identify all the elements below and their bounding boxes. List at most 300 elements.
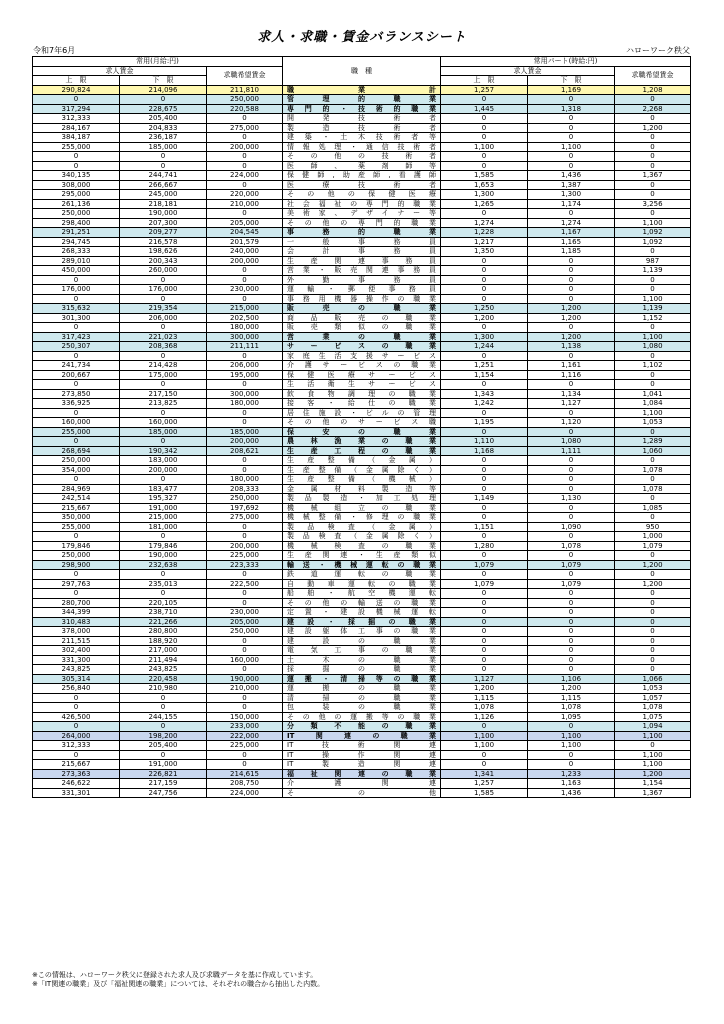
part-upper-cell: 0: [441, 475, 528, 485]
occupation-cell: 生産整備（金属除く）: [283, 465, 441, 475]
regular-lower-cell: 181,000: [120, 522, 207, 532]
part-upper-cell: 0: [441, 627, 528, 637]
regular-upper-cell: 250,000: [33, 209, 120, 219]
regular-seek-cell: 230,000: [207, 285, 283, 295]
part-lower-cell: 0: [528, 532, 615, 542]
part-seek-cell: 0: [615, 655, 691, 665]
regular-seek-cell: 200,000: [207, 256, 283, 266]
part-lower-cell: 1,127: [528, 399, 615, 409]
part-lower-header: 下 限: [528, 76, 615, 86]
part-upper-cell: 0: [441, 655, 528, 665]
regular-lower-cell: 244,741: [120, 171, 207, 181]
regular-lower-cell: 191,000: [120, 503, 207, 513]
part-seek-cell: 1,084: [615, 399, 691, 409]
regular-upper-cell: 273,850: [33, 389, 120, 399]
part-seek-cell: 0: [615, 427, 691, 437]
table-row: [33, 237, 691, 247]
occupation-cell: 商品販売の職業: [283, 313, 441, 323]
part-seek-cell: 1,200: [615, 769, 691, 779]
occupation-cell: 営業の職業: [283, 332, 441, 342]
part-lower-cell: 0: [528, 513, 615, 523]
table-row: [33, 104, 691, 114]
table-row: [33, 199, 691, 209]
part-upper-cell: 0: [441, 161, 528, 171]
regular-upper-cell: 0: [33, 161, 120, 171]
regular-upper-cell: 0: [33, 323, 120, 333]
regular-upper-cell: 317,294: [33, 104, 120, 114]
part-lower-cell: 1,130: [528, 494, 615, 504]
part-upper-cell: 0: [441, 209, 528, 219]
office-name: ハローワーク秩父: [626, 46, 690, 55]
regular-header: 常用(月給:円): [33, 57, 283, 67]
part-seek-cell: 0: [615, 456, 691, 466]
regular-upper-cell: 241,734: [33, 361, 120, 371]
part-lower-cell: 0: [528, 294, 615, 304]
part-seek-cell: 0: [615, 627, 691, 637]
part-upper-cell: 0: [441, 513, 528, 523]
regular-upper-cell: 308,000: [33, 180, 120, 190]
part-seek-cell: 1,152: [615, 313, 691, 323]
regular-seek-cell: 250,000: [207, 95, 283, 105]
regular-seek-wage-header: 求職希望賃金: [207, 66, 283, 85]
part-seek-cell: 1,367: [615, 788, 691, 798]
regular-upper-cell: 255,000: [33, 427, 120, 437]
regular-seek-cell: 180,000: [207, 323, 283, 333]
regular-seek-cell: 208,750: [207, 779, 283, 789]
occupation-cell: 運搬の職業: [283, 684, 441, 694]
part-lower-cell: 0: [528, 161, 615, 171]
regular-lower-cell: 208,368: [120, 342, 207, 352]
part-seek-cell: 1,080: [615, 342, 691, 352]
part-seek-cell: 950: [615, 522, 691, 532]
table-row: [33, 589, 691, 599]
occupation-cell: その他の保健医療: [283, 190, 441, 200]
occupation-cell: IT技術関連: [283, 741, 441, 751]
regular-seek-cell: 214,615: [207, 769, 283, 779]
part-lower-cell: 1,079: [528, 560, 615, 570]
part-upper-cell: 0: [441, 408, 528, 418]
occupation-cell: 医師、薬剤師等: [283, 161, 441, 171]
regular-lower-cell: 0: [120, 408, 207, 418]
part-seek-cell: 1,075: [615, 712, 691, 722]
table-row: [33, 712, 691, 722]
table-row: [33, 741, 691, 751]
regular-seek-cell: 224,000: [207, 788, 283, 798]
regular-lower-cell: 0: [120, 437, 207, 447]
part-lower-cell: 1,138: [528, 342, 615, 352]
regular-upper-cell: 344,399: [33, 608, 120, 618]
table-row: [33, 114, 691, 124]
table-row: [33, 437, 691, 447]
regular-lower-cell: 243,825: [120, 665, 207, 675]
regular-seek-cell: 230,000: [207, 608, 283, 618]
regular-seek-cell: 0: [207, 589, 283, 599]
part-seek-cell: 1,060: [615, 446, 691, 456]
part-upper-cell: 1,078: [441, 703, 528, 713]
regular-seek-cell: 206,000: [207, 361, 283, 371]
regular-upper-cell: 315,632: [33, 304, 120, 314]
table-row: [33, 275, 691, 285]
regular-upper-cell: 242,514: [33, 494, 120, 504]
part-lower-cell: 0: [528, 209, 615, 219]
occupation-cell: 金属材料製造等: [283, 484, 441, 494]
occupation-cell: 事務的職業: [283, 228, 441, 238]
regular-seek-cell: 185,000: [207, 427, 283, 437]
part-lower-cell: 1,300: [528, 190, 615, 200]
part-upper-cell: 0: [441, 760, 528, 770]
part-lower-cell: 1,274: [528, 218, 615, 228]
regular-seek-cell: 233,000: [207, 722, 283, 732]
regular-upper-cell: 0: [33, 703, 120, 713]
table-row: [33, 294, 691, 304]
part-offer-wage-header: 求人賃金: [441, 66, 615, 76]
table-row: [33, 693, 691, 703]
occupation-cell: 分類不能の職業: [283, 722, 441, 732]
regular-lower-cell: 0: [120, 323, 207, 333]
regular-upper-cell: 280,700: [33, 598, 120, 608]
table-row: [33, 513, 691, 523]
occupation-cell: 建設・採掘の職業: [283, 617, 441, 627]
table-row: [33, 133, 691, 143]
report-date: 令和7年6月: [33, 46, 76, 55]
part-upper-cell: 1,100: [441, 741, 528, 751]
regular-lower-cell: 0: [120, 351, 207, 361]
regular-seek-cell: 0: [207, 266, 283, 276]
part-upper-cell: 0: [441, 532, 528, 542]
occupation-cell: 一般事務員: [283, 237, 441, 247]
occupation-cell: 事務用機器操作の職業: [283, 294, 441, 304]
regular-lower-cell: 0: [120, 693, 207, 703]
occupation-cell: その他の技術者: [283, 152, 441, 162]
table-row: [33, 465, 691, 475]
table-row: [33, 731, 691, 741]
page-title: 求人・求職・賃金バランスシート: [257, 30, 467, 45]
part-upper-cell: 1,100: [441, 142, 528, 152]
table-body: [33, 85, 691, 798]
occupation-cell: 接客・給仕の職業: [283, 399, 441, 409]
part-upper-cell: 1,149: [441, 494, 528, 504]
part-upper-cell: 1,300: [441, 190, 528, 200]
occupation-cell: 自動車運転の職業: [283, 579, 441, 589]
part-seek-cell: 1,100: [615, 332, 691, 342]
regular-seek-cell: 160,000: [207, 655, 283, 665]
regular-lower-cell: 209,277: [120, 228, 207, 238]
regular-seek-cell: 0: [207, 646, 283, 656]
regular-upper-cell: 426,500: [33, 712, 120, 722]
regular-upper-cell: 0: [33, 275, 120, 285]
regular-lower-cell: 217,150: [120, 389, 207, 399]
part-lower-cell: 1,100: [528, 741, 615, 751]
part-upper-cell: 1,350: [441, 247, 528, 257]
part-header: 常用パート(時給:円): [441, 57, 691, 67]
part-seek-cell: 0: [615, 741, 691, 751]
regular-lower-cell: 247,756: [120, 788, 207, 798]
regular-lower-cell: 216,578: [120, 237, 207, 247]
regular-upper-cell: 0: [33, 475, 120, 485]
regular-lower-cell: 0: [120, 570, 207, 580]
part-upper-cell: 1,115: [441, 693, 528, 703]
occupation-cell: 製品検査（金属）: [283, 522, 441, 532]
regular-seek-cell: 210,000: [207, 199, 283, 209]
part-lower-cell: 1,163: [528, 779, 615, 789]
occupation-cell: 船舶・航空機運転: [283, 589, 441, 599]
part-lower-cell: 0: [528, 636, 615, 646]
regular-upper-cell: 0: [33, 380, 120, 390]
regular-upper-cell: 261,136: [33, 199, 120, 209]
part-lower-cell: 1,185: [528, 247, 615, 257]
part-upper-cell: 0: [441, 275, 528, 285]
occupation-cell: 家庭生活支援サービス: [283, 351, 441, 361]
regular-upper-cell: 250,000: [33, 551, 120, 561]
part-upper-cell: 0: [441, 456, 528, 466]
regular-seek-cell: 220,588: [207, 104, 283, 114]
part-lower-cell: 0: [528, 627, 615, 637]
occupation-cell: 保健医療サービス: [283, 370, 441, 380]
regular-upper-cell: 384,187: [33, 133, 120, 143]
regular-lower-cell: 205,400: [120, 741, 207, 751]
part-upper-cell: 1,228: [441, 228, 528, 238]
part-seek-cell: 0: [615, 133, 691, 143]
part-upper-cell: 1,445: [441, 104, 528, 114]
regular-lower-cell: 0: [120, 722, 207, 732]
part-seek-cell: 1,100: [615, 750, 691, 760]
part-seek-cell: 0: [615, 380, 691, 390]
regular-upper-cell: 256,840: [33, 684, 120, 694]
regular-upper-cell: 290,824: [33, 85, 120, 95]
part-seek-cell: 0: [615, 285, 691, 295]
table-row: [33, 484, 691, 494]
regular-upper-cell: 302,400: [33, 646, 120, 656]
table-row: [33, 142, 691, 152]
regular-upper-cell: 0: [33, 722, 120, 732]
occupation-cell: 福祉関連の職業: [283, 769, 441, 779]
regular-offer-wage-header: 求人賃金: [33, 66, 207, 76]
part-seek-cell: 0: [615, 152, 691, 162]
regular-upper-cell: 340,135: [33, 171, 120, 181]
table-row: [33, 190, 691, 200]
occupation-cell: 美術家、デザイナー等: [283, 209, 441, 219]
part-lower-cell: 0: [528, 323, 615, 333]
regular-upper-cell: 179,846: [33, 541, 120, 551]
regular-seek-cell: 0: [207, 636, 283, 646]
part-upper-cell: 1,244: [441, 342, 528, 352]
part-lower-cell: 0: [528, 285, 615, 295]
part-lower-cell: 0: [528, 123, 615, 133]
part-upper-cell: 0: [441, 294, 528, 304]
occupation-cell: 鉄道運転の職業: [283, 570, 441, 580]
regular-seek-cell: 211,111: [207, 342, 283, 352]
regular-upper-cell: 0: [33, 351, 120, 361]
regular-seek-cell: 0: [207, 703, 283, 713]
regular-upper-cell: 268,333: [33, 247, 120, 257]
part-lower-cell: 1,318: [528, 104, 615, 114]
regular-upper-cell: 312,333: [33, 114, 120, 124]
regular-upper-cell: 317,423: [33, 332, 120, 342]
regular-seek-cell: 300,000: [207, 389, 283, 399]
part-upper-cell: 1,242: [441, 399, 528, 409]
occupation-cell: 生産整備（金属）: [283, 456, 441, 466]
regular-seek-cell: 240,000: [207, 247, 283, 257]
regular-lower-cell: 0: [120, 95, 207, 105]
part-upper-cell: 1,154: [441, 370, 528, 380]
table-row: [33, 313, 691, 323]
part-upper-cell: 0: [441, 465, 528, 475]
part-upper-cell: 1,151: [441, 522, 528, 532]
table-row: [33, 674, 691, 684]
regular-lower-cell: 205,400: [120, 114, 207, 124]
part-upper-cell: 0: [441, 95, 528, 105]
regular-lower-cell: 179,846: [120, 541, 207, 551]
part-lower-cell: 0: [528, 408, 615, 418]
part-upper-cell: 0: [441, 427, 528, 437]
regular-upper-cell: 0: [33, 750, 120, 760]
occupation-cell: 運輸・郵便事務員: [283, 285, 441, 295]
regular-upper-header: 上 限: [33, 76, 120, 86]
part-lower-cell: 1,436: [528, 788, 615, 798]
occupation-cell: 運搬・清掃等の職業: [283, 674, 441, 684]
table-row: [33, 503, 691, 513]
regular-seek-cell: 0: [207, 180, 283, 190]
part-upper-cell: 0: [441, 114, 528, 124]
regular-lower-cell: 214,428: [120, 361, 207, 371]
table-row: [33, 608, 691, 618]
table-row: [33, 779, 691, 789]
part-lower-cell: 1,115: [528, 693, 615, 703]
part-upper-cell: 1,250: [441, 304, 528, 314]
table-row: [33, 684, 691, 694]
regular-seek-cell: 180,000: [207, 475, 283, 485]
part-upper-cell: 0: [441, 380, 528, 390]
part-upper-cell: 1,585: [441, 171, 528, 181]
regular-upper-cell: 354,000: [33, 465, 120, 475]
table-row: [33, 323, 691, 333]
part-upper-cell: 1,653: [441, 180, 528, 190]
part-upper-cell: 1,251: [441, 361, 528, 371]
table-row: [33, 494, 691, 504]
table-row: [33, 209, 691, 219]
regular-lower-cell: 232,638: [120, 560, 207, 570]
table-row: [33, 560, 691, 570]
part-upper-cell: 0: [441, 133, 528, 143]
occupation-cell: IT関連の職業: [283, 731, 441, 741]
part-upper-cell: 0: [441, 598, 528, 608]
part-lower-cell: 0: [528, 465, 615, 475]
regular-lower-cell: 190,000: [120, 551, 207, 561]
regular-upper-cell: 215,667: [33, 760, 120, 770]
part-upper-cell: 0: [441, 722, 528, 732]
part-lower-cell: 1,161: [528, 361, 615, 371]
table-row: [33, 427, 691, 437]
regular-lower-cell: 195,327: [120, 494, 207, 504]
table-row: [33, 304, 691, 314]
regular-upper-cell: 298,900: [33, 560, 120, 570]
regular-seek-cell: 275,000: [207, 123, 283, 133]
table-row: [33, 655, 691, 665]
table-row: [33, 665, 691, 675]
footnote: ※「IT関連の職業」及び「福祉関連の職業」については、それぞれの職合から抽出した内数。: [32, 980, 325, 988]
regular-lower-cell: 0: [120, 475, 207, 485]
part-upper-cell: 1,300: [441, 332, 528, 342]
regular-upper-cell: 200,667: [33, 370, 120, 380]
table-row: [33, 171, 691, 181]
part-lower-cell: 1,078: [528, 541, 615, 551]
part-lower-cell: 0: [528, 598, 615, 608]
regular-seek-cell: 0: [207, 532, 283, 542]
part-lower-cell: 0: [528, 760, 615, 770]
regular-upper-cell: 378,000: [33, 627, 120, 637]
part-upper-cell: 0: [441, 152, 528, 162]
part-upper-cell: 1,079: [441, 560, 528, 570]
part-seek-cell: 1,100: [615, 731, 691, 741]
regular-lower-cell: 188,920: [120, 636, 207, 646]
part-seek-cell: 1,154: [615, 779, 691, 789]
part-upper-cell: 0: [441, 503, 528, 513]
regular-lower-cell: 175,000: [120, 370, 207, 380]
regular-lower-cell: 211,494: [120, 655, 207, 665]
regular-seek-cell: 223,333: [207, 560, 283, 570]
occupation-cell: 飲食物調理の職業: [283, 389, 441, 399]
regular-lower-cell: 0: [120, 750, 207, 760]
part-lower-cell: 0: [528, 484, 615, 494]
part-seek-cell: 1,139: [615, 266, 691, 276]
table-row: [33, 636, 691, 646]
occupation-cell: 生産関連事務員: [283, 256, 441, 266]
occupation-cell: 建設躯体工事の職業: [283, 627, 441, 637]
part-seek-cell: 2,268: [615, 104, 691, 114]
table-row: [33, 370, 691, 380]
regular-lower-cell: 0: [120, 703, 207, 713]
regular-lower-cell: 245,000: [120, 190, 207, 200]
part-lower-cell: 1,200: [528, 332, 615, 342]
regular-seek-cell: 225,000: [207, 741, 283, 751]
occupation-cell: 生産関連・生産類似: [283, 551, 441, 561]
part-seek-cell: 0: [615, 617, 691, 627]
regular-seek-cell: 222,500: [207, 579, 283, 589]
part-lower-cell: 1,079: [528, 579, 615, 589]
regular-lower-cell: 204,833: [120, 123, 207, 133]
table-row: [33, 85, 691, 95]
regular-upper-cell: 312,333: [33, 741, 120, 751]
regular-seek-cell: 204,545: [207, 228, 283, 238]
regular-upper-cell: 291,251: [33, 228, 120, 238]
part-seek-cell: 0: [615, 370, 691, 380]
table-row: [33, 703, 691, 713]
regular-upper-cell: 294,745: [33, 237, 120, 247]
table-row: [33, 218, 691, 228]
part-seek-cell: 987: [615, 256, 691, 266]
occupation-cell: 管理的職業: [283, 95, 441, 105]
occupation-cell: 販売類似の職業: [283, 323, 441, 333]
regular-lower-cell: 280,800: [120, 627, 207, 637]
regular-lower-cell: 200,343: [120, 256, 207, 266]
table-row: [33, 579, 691, 589]
part-seek-cell: 0: [615, 598, 691, 608]
part-upper-cell: 0: [441, 589, 528, 599]
part-lower-cell: 0: [528, 152, 615, 162]
part-seek-cell: 1,078: [615, 484, 691, 494]
part-lower-cell: 1,174: [528, 199, 615, 209]
part-lower-cell: 1,100: [528, 142, 615, 152]
table-row: [33, 769, 691, 779]
regular-seek-cell: 201,579: [207, 237, 283, 247]
occupation-cell: その他のサービス職: [283, 418, 441, 428]
table-row: [33, 760, 691, 770]
regular-seek-cell: 225,000: [207, 551, 283, 561]
regular-lower-cell: 0: [120, 589, 207, 599]
part-lower-cell: 0: [528, 570, 615, 580]
regular-upper-cell: 243,825: [33, 665, 120, 675]
part-upper-cell: 0: [441, 484, 528, 494]
